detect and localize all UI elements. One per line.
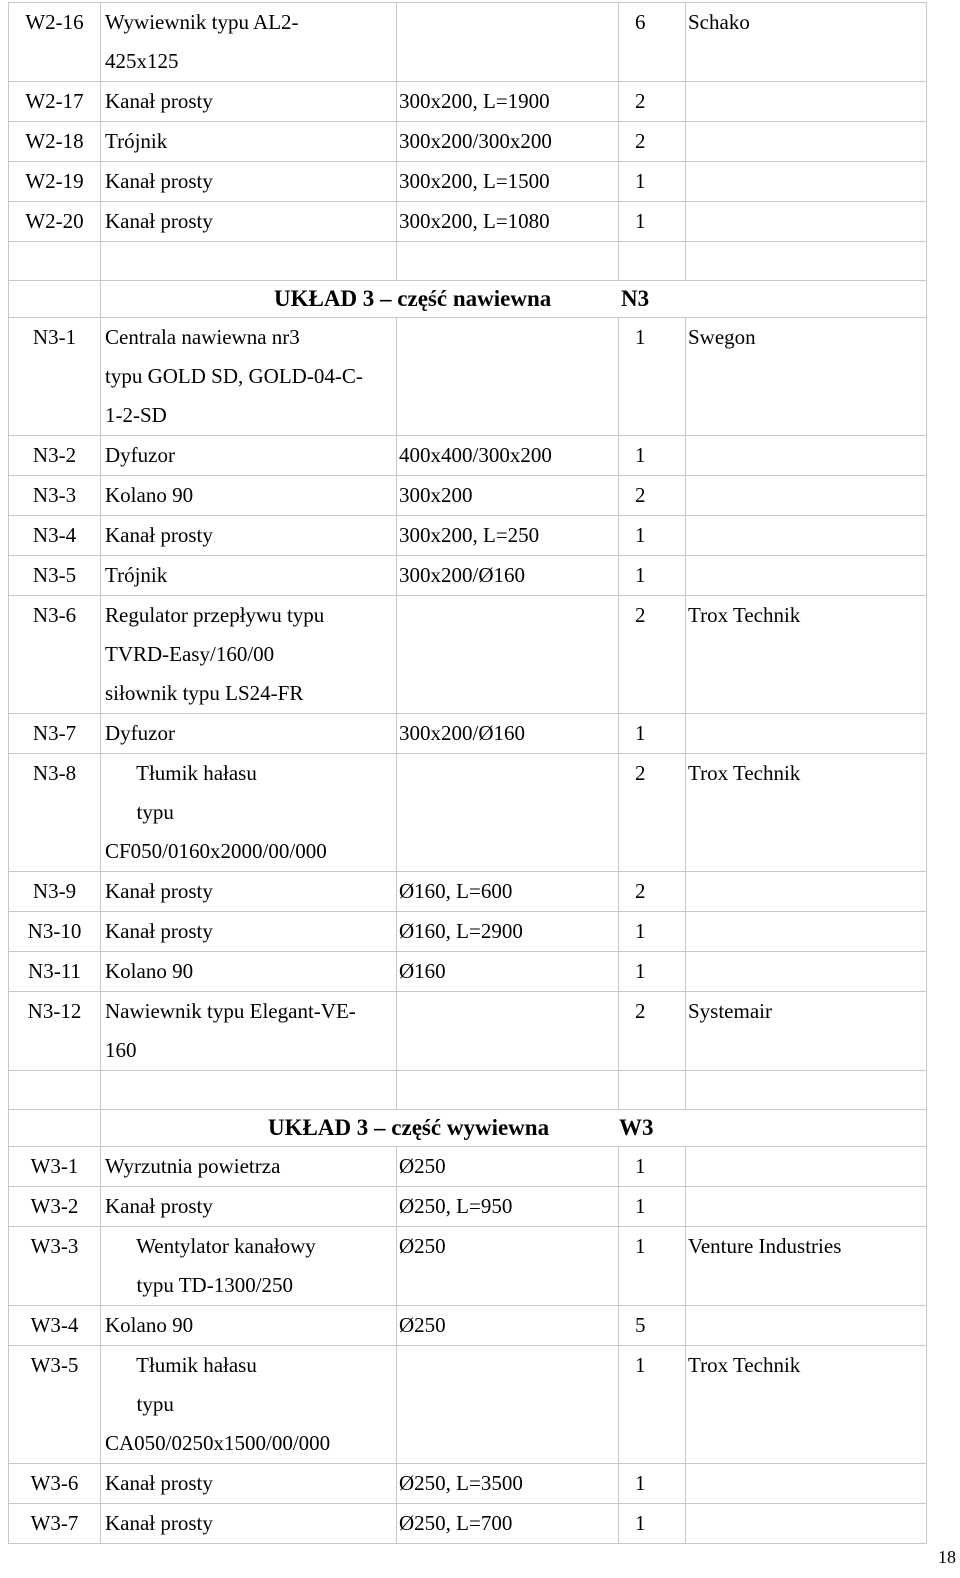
empty-cell — [101, 1071, 397, 1110]
item-dimensions: Ø250, L=3500 — [397, 1464, 619, 1504]
item-quantity: 1 — [619, 912, 686, 952]
table-row — [9, 1227, 927, 1306]
item-dimensions — [397, 1346, 619, 1464]
item-quantity: 6 — [619, 3, 686, 82]
item-manufacturer — [686, 202, 927, 242]
item-dimensions: Ø250, L=950 — [397, 1187, 619, 1227]
item-code: W3-6 — [9, 1464, 101, 1504]
item-manufacturer: Systemair — [686, 992, 927, 1071]
item-dimensions — [397, 318, 619, 436]
table-row — [9, 872, 927, 912]
empty-cell — [9, 1110, 101, 1147]
item-code: N3-9 — [9, 872, 101, 912]
item-quantity: 1 — [619, 202, 686, 242]
item-description: Wyrzutnia powietrza — [101, 1147, 397, 1187]
table-row — [9, 754, 927, 872]
item-dimensions: Ø250 — [397, 1306, 619, 1346]
table-row — [9, 1504, 927, 1544]
table-row — [9, 952, 927, 992]
item-description: Wentylator kanałowy typu TD-1300/250 — [101, 1227, 397, 1306]
table-row — [9, 476, 927, 516]
item-code: W3-7 — [9, 1504, 101, 1544]
item-quantity: 2 — [619, 82, 686, 122]
item-code: W2-17 — [9, 82, 101, 122]
table-row — [9, 82, 927, 122]
section-title: UKŁAD 3 – część nawiewna — [274, 286, 552, 311]
item-description: Wywiewnik typu AL2- 425x125 — [101, 3, 397, 82]
empty-cell — [686, 1071, 927, 1110]
empty-cell — [619, 1071, 686, 1110]
item-quantity: 1 — [619, 1504, 686, 1544]
item-description: Kanał prosty — [101, 516, 397, 556]
item-description: Kanał prosty — [101, 1464, 397, 1504]
item-manufacturer — [686, 952, 927, 992]
item-quantity: 2 — [619, 992, 686, 1071]
item-quantity: 1 — [619, 1346, 686, 1464]
item-description: Centrala nawiewna nr3 typu GOLD SD, GOLD-04-C- 1-2-SD — [101, 318, 397, 436]
item-code: N3-6 — [9, 596, 101, 714]
item-manufacturer — [686, 82, 927, 122]
page-number: 18 — [938, 1547, 956, 1567]
item-code: W3-3 — [9, 1227, 101, 1306]
item-manufacturer — [686, 122, 927, 162]
table-row — [9, 516, 927, 556]
item-dimensions: 400x400/300x200 — [397, 436, 619, 476]
table-row — [9, 122, 927, 162]
item-code: W3-5 — [9, 1346, 101, 1464]
item-dimensions: 300x200/300x200 — [397, 122, 619, 162]
section-header-row — [9, 1110, 927, 1147]
item-description: Tłumik hałasu typu CF050/0160x2000/00/000 — [101, 754, 397, 872]
table-row — [9, 1147, 927, 1187]
item-dimensions — [397, 596, 619, 714]
item-quantity: 1 — [619, 1147, 686, 1187]
item-dimensions — [397, 3, 619, 82]
table-row — [9, 162, 927, 202]
table-row — [9, 992, 927, 1071]
item-dimensions: 300x200 — [397, 476, 619, 516]
item-code: W2-18 — [9, 122, 101, 162]
item-dimensions: 300x200, L=250 — [397, 516, 619, 556]
item-description: Tłumik hałasu typu CA050/0250x1500/00/000 — [101, 1346, 397, 1464]
item-dimensions: Ø160, L=600 — [397, 872, 619, 912]
item-quantity: 2 — [619, 122, 686, 162]
item-dimensions: Ø250 — [397, 1147, 619, 1187]
table-row — [9, 1306, 927, 1346]
item-dimensions: 300x200/Ø160 — [397, 556, 619, 596]
item-quantity: 1 — [619, 1464, 686, 1504]
blank-row — [9, 1071, 927, 1110]
item-code: W3-1 — [9, 1147, 101, 1187]
item-quantity: 1 — [619, 318, 686, 436]
item-manufacturer — [686, 1187, 927, 1227]
table-row — [9, 596, 927, 714]
table-row — [9, 1346, 927, 1464]
item-description: Trójnik — [101, 122, 397, 162]
section-code: N3 — [621, 286, 650, 311]
item-quantity: 1 — [619, 714, 686, 754]
item-code: W2-20 — [9, 202, 101, 242]
item-dimensions: Ø160, L=2900 — [397, 912, 619, 952]
item-description: Trójnik — [101, 556, 397, 596]
table-row — [9, 3, 927, 82]
section-header — [101, 1110, 927, 1147]
item-manufacturer: Trox Technik — [686, 1346, 927, 1464]
item-quantity: 1 — [619, 556, 686, 596]
table-row — [9, 556, 927, 596]
item-manufacturer: Schako — [686, 3, 927, 82]
empty-cell — [101, 242, 397, 281]
item-code: N3-7 — [9, 714, 101, 754]
item-quantity: 2 — [619, 596, 686, 714]
item-dimensions: 300x200/Ø160 — [397, 714, 619, 754]
item-description: Kanał prosty — [101, 1187, 397, 1227]
item-manufacturer — [686, 1306, 927, 1346]
empty-cell — [686, 242, 927, 281]
item-dimensions: 300x200, L=1900 — [397, 82, 619, 122]
empty-cell — [9, 281, 101, 318]
item-quantity: 2 — [619, 476, 686, 516]
section-code: W3 — [619, 1115, 654, 1140]
item-description: Dyfuzor — [101, 436, 397, 476]
item-description: Kanał prosty — [101, 82, 397, 122]
item-quantity: 1 — [619, 436, 686, 476]
empty-cell — [397, 242, 619, 281]
item-description: Dyfuzor — [101, 714, 397, 754]
item-quantity: 1 — [619, 1227, 686, 1306]
blank-row — [9, 242, 927, 281]
table-row — [9, 318, 927, 436]
item-code: W2-19 — [9, 162, 101, 202]
item-code: N3-12 — [9, 992, 101, 1071]
empty-cell — [9, 1071, 101, 1110]
item-dimensions: 300x200, L=1500 — [397, 162, 619, 202]
item-description: Nawiewnik typu Elegant-VE- 160 — [101, 992, 397, 1071]
table-row — [9, 436, 927, 476]
item-manufacturer: Venture Industries — [686, 1227, 927, 1306]
item-manufacturer: Trox Technik — [686, 754, 927, 872]
item-code: N3-8 — [9, 754, 101, 872]
item-code: N3-10 — [9, 912, 101, 952]
item-manufacturer — [686, 1504, 927, 1544]
section-header — [101, 281, 927, 318]
item-code: W2-16 — [9, 3, 101, 82]
item-dimensions — [397, 992, 619, 1071]
item-description: Kolano 90 — [101, 952, 397, 992]
item-manufacturer — [686, 1464, 927, 1504]
item-quantity: 2 — [619, 872, 686, 912]
table-row — [9, 202, 927, 242]
item-manufacturer — [686, 912, 927, 952]
item-manufacturer — [686, 556, 927, 596]
table-row — [9, 714, 927, 754]
item-description: Kolano 90 — [101, 1306, 397, 1346]
item-code: N3-5 — [9, 556, 101, 596]
item-dimensions — [397, 754, 619, 872]
item-manufacturer — [686, 162, 927, 202]
table-row — [9, 1464, 927, 1504]
item-description: Kanał prosty — [101, 1504, 397, 1544]
item-dimensions: Ø250, L=700 — [397, 1504, 619, 1544]
item-code: N3-11 — [9, 952, 101, 992]
item-quantity: 1 — [619, 952, 686, 992]
item-quantity: 2 — [619, 754, 686, 872]
table-row — [9, 912, 927, 952]
section-header-row — [9, 281, 927, 318]
section-title: UKŁAD 3 – część wywiewna — [268, 1115, 550, 1140]
item-manufacturer — [686, 872, 927, 912]
item-quantity: 1 — [619, 162, 686, 202]
item-manufacturer — [686, 436, 927, 476]
item-quantity: 1 — [619, 1187, 686, 1227]
item-manufacturer: Swegon — [686, 318, 927, 436]
empty-cell — [619, 242, 686, 281]
item-dimensions: Ø250 — [397, 1227, 619, 1306]
empty-cell — [9, 242, 101, 281]
item-code: W3-2 — [9, 1187, 101, 1227]
empty-cell — [397, 1071, 619, 1110]
item-manufacturer — [686, 516, 927, 556]
item-manufacturer: Trox Technik — [686, 596, 927, 714]
item-description: Regulator przepływu typu TVRD-Easy/160/00 siłownik typu LS24-FR — [101, 596, 397, 714]
item-manufacturer — [686, 1147, 927, 1187]
item-code: N3-3 — [9, 476, 101, 516]
equipment-table — [8, 2, 927, 1544]
item-description: Kanał prosty — [101, 872, 397, 912]
item-quantity: 5 — [619, 1306, 686, 1346]
item-description: Kanał prosty — [101, 912, 397, 952]
item-manufacturer — [686, 476, 927, 516]
item-dimensions: Ø160 — [397, 952, 619, 992]
item-quantity: 1 — [619, 516, 686, 556]
item-dimensions: 300x200, L=1080 — [397, 202, 619, 242]
item-description: Kanał prosty — [101, 162, 397, 202]
item-code: N3-2 — [9, 436, 101, 476]
item-description: Kanał prosty — [101, 202, 397, 242]
table-row — [9, 1187, 927, 1227]
item-description: Kolano 90 — [101, 476, 397, 516]
item-code: N3-1 — [9, 318, 101, 436]
item-code: W3-4 — [9, 1306, 101, 1346]
item-code: N3-4 — [9, 516, 101, 556]
item-manufacturer — [686, 714, 927, 754]
